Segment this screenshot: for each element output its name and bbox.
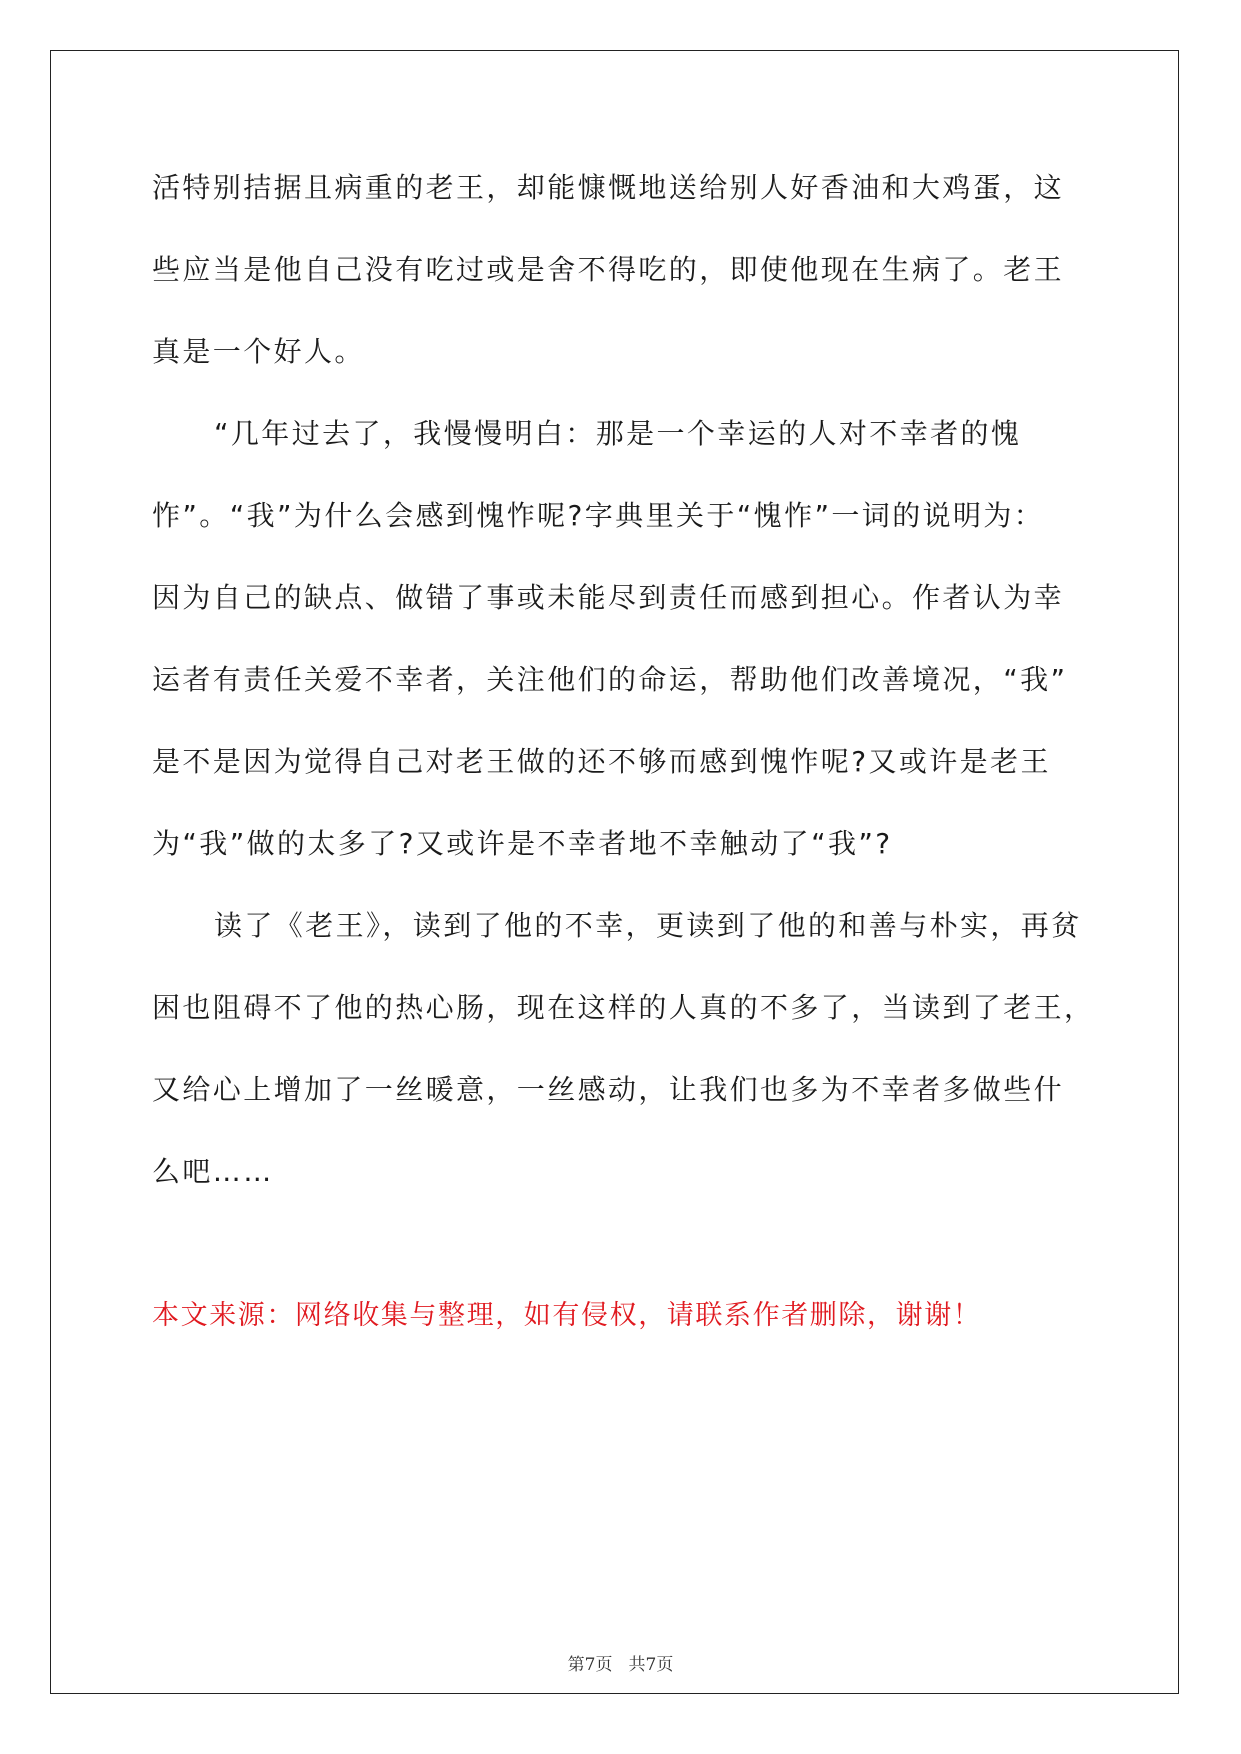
total-pages: 共7页: [628, 1655, 674, 1675]
text-line: 运者有责任关爱不幸者，关注他们的命运，帮助他们改善境况，“我”: [152, 663, 1068, 696]
body-text: [152, 160, 1095, 1226]
text-line: 困也阻碍不了他的热心肠，现在这样的人真的不多了，当读到了老王，: [152, 991, 1095, 1024]
text-line: 为“我”做的太多了?又或许是不幸者地不幸触动了“我”?: [152, 827, 893, 860]
current-page-number: 第7页: [567, 1655, 613, 1675]
text-line: 么吧……: [152, 1155, 274, 1188]
text-line: 活特别拮据且病重的老王，却能慷慨地送给别人好香油和大鸡蛋，这: [152, 171, 1065, 204]
text-line: 些应当是他自己没有吃过或是舍不得吃的，即使他现在生病了。老王: [152, 253, 1065, 286]
page-footer: [0, 1650, 1241, 1675]
text-line: 因为自己的缺点、做错了事或未能尽到责任而感到担心。作者认为幸: [152, 581, 1065, 614]
source-note: 本文来源：网络收集与整理，如有侵权，请联系作者删除，谢谢！: [152, 1300, 982, 1331]
paragraph-start-line: 读了《老王》，读到了他的不幸，更读到了他的和善与朴实，再贫: [214, 909, 1082, 942]
paragraph-start-line: “几年过去了，我慢慢明白：那是一个幸运的人对不幸者的愧: [214, 417, 1022, 450]
text-line: 又给心上增加了一丝暖意，一丝感动，让我们也多为不幸者多做些什: [152, 1073, 1065, 1106]
text-line: 怍”。“我”为什么会感到愧怍呢?字典里关于“愧怍”一词的说明为：: [152, 499, 1045, 532]
text-line: 真是一个好人。: [152, 335, 365, 368]
text-line: 是不是因为觉得自己对老王做的还不够而感到愧怍呢?又或许是老王: [152, 745, 1051, 778]
